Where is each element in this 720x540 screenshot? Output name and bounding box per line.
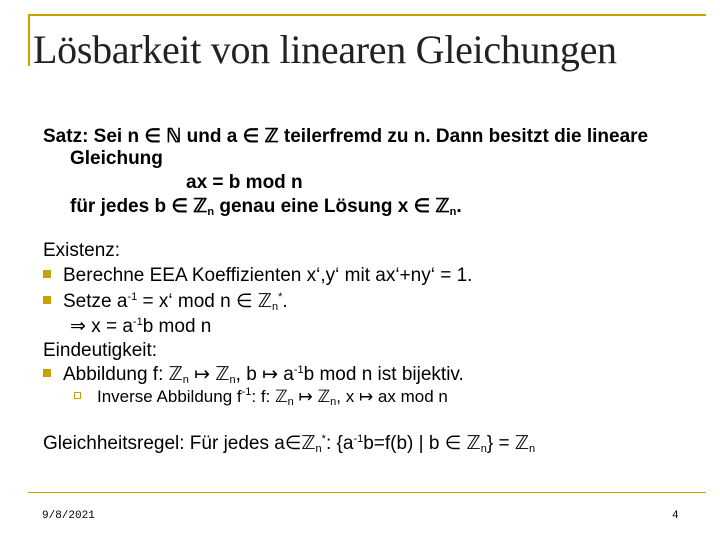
satz-line-4-c: . — [456, 196, 462, 217]
existenz-item-1 — [43, 265, 472, 287]
eindeutigkeit-item-1-c: , b ↦ a — [235, 364, 294, 385]
eindeutigkeit-heading: Eindeutigkeit: — [43, 340, 158, 361]
title-frame-horizontal — [28, 14, 706, 16]
existenz-item-2-sup: -1 — [127, 291, 138, 303]
existenz-item-2-b: = x‘ mod n ∈ ℤ — [137, 291, 272, 312]
regel-sub1: n — [315, 443, 322, 455]
eindeutigkeit-item-1 — [43, 363, 464, 386]
gleichheitsregel — [43, 432, 535, 455]
satz-line-1: Satz: Sei n ∈ ℕ und a ∈ ℤ teilerfremd zu n. Dann besitzt die lineare — [43, 126, 649, 147]
existenz-implication-b: b mod n — [142, 316, 212, 337]
existenz-item-2-sup2: * — [278, 291, 283, 303]
existenz-implication — [70, 315, 211, 338]
regel-c: b=f(b) | b ∈ ℤ — [363, 433, 481, 454]
satz-line-4-sub: n — [207, 206, 215, 218]
satz-line-4-a: für jedes b ∈ ℤ — [70, 196, 208, 217]
regel-a: Gleichheitsregel: Für jedes a∈ℤ — [43, 433, 316, 454]
eindeutigkeit-subitem-c: ↦ ℤ — [293, 387, 331, 406]
eindeutigkeit-item-1-sub2: n — [229, 374, 236, 386]
regel-b: : {a — [325, 433, 354, 454]
eindeutigkeit-subitem — [74, 387, 448, 407]
satz-line-4 — [70, 195, 462, 218]
eindeutigkeit-subitem-a: Inverse Abbildung f — [97, 387, 242, 406]
slide-title: Lösbarkeit von linearen Gleichungen — [33, 27, 617, 72]
eindeutigkeit-subitem-d: , x ↦ ax mod n — [336, 387, 448, 406]
hollow-square-bullet-icon — [74, 392, 81, 399]
footer-date: 9/8/2021 — [42, 510, 95, 522]
regel-sup2: -1 — [353, 433, 364, 445]
square-bullet-icon — [43, 296, 51, 304]
regel-sub3: n — [528, 443, 536, 455]
existenz-item-2 — [43, 290, 288, 313]
eindeutigkeit-item-1-sup: -1 — [293, 364, 304, 376]
page-number: 4 — [672, 510, 679, 522]
existenz-item-2-a: Setze a — [63, 291, 128, 312]
regel-sup1: * — [321, 433, 326, 445]
eindeutigkeit-item-1-d: b mod n ist bijektiv. — [303, 364, 464, 385]
existenz-item-2-c: . — [282, 291, 288, 312]
eindeutigkeit-subitem-sub2: n — [330, 396, 337, 408]
existenz-heading: Existenz: — [43, 240, 121, 261]
eindeutigkeit-subitem-sub: n — [287, 396, 294, 408]
square-bullet-icon — [43, 270, 51, 278]
footer-divider — [28, 492, 706, 493]
existenz-implication-sup: -1 — [132, 316, 143, 328]
eindeutigkeit-item-1-sub: n — [182, 374, 189, 386]
square-bullet-icon — [43, 369, 51, 377]
eindeutigkeit-subitem-sup: -1 — [241, 386, 252, 398]
regel-sub2: n — [480, 443, 487, 455]
satz-line-4-sub2: n — [449, 206, 457, 218]
satz-equation: ax = b mod n — [186, 172, 303, 193]
existenz-item-1-text: Berechne EEA Koeffizienten x‘,y‘ mit ax‘+ny‘ = 1. — [63, 265, 473, 286]
eindeutigkeit-item-1-b: ↦ ℤ — [188, 364, 230, 385]
existenz-item-2-sub: n — [271, 301, 279, 313]
existenz-implication-a: ⇒ x = a — [70, 316, 133, 337]
regel-d: } = ℤ — [486, 433, 529, 454]
eindeutigkeit-subitem-b: : f: ℤ — [251, 387, 288, 406]
satz-line-4-b: genau eine Lösung x ∈ ℤ — [214, 196, 450, 217]
eindeutigkeit-item-1-a: Abbildung f: ℤ — [63, 364, 183, 385]
title-frame-vertical — [28, 14, 30, 66]
satz-line-2: Gleichung — [70, 148, 163, 169]
